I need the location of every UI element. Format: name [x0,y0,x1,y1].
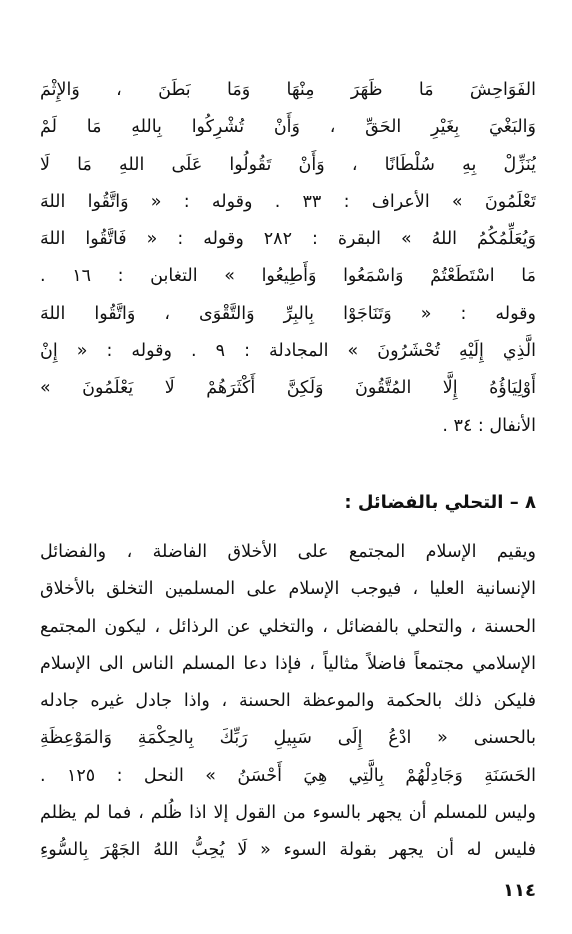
text-line: الأنفال : ٣٤ . [442,415,536,436]
text-line: وقوله : « وَتَنَاجَوْا بِالبِرِّ وَالتَّقْوَى ، وَاتَّقُوا اللهَ [40,303,536,324]
text-line: فليس له أن يجهر بقولة السوء « لَا يُحِبُّ اللهُ الجَهْرَ بِالسُّوءِ [40,840,536,861]
text-line: وَيُعَلِّمُكُمُ اللهُ » البقرة : ٢٨٢ وقوله : « فَاتَّقُوا اللهَ [40,229,536,250]
text-line: الإنسانية العليا ، فيوجب الإسلام على المسلمين التخلق بالأخلاق [40,579,536,600]
text-line: مَا اسْتَطَعْتُمْ وَاسْمَعُوا وَأَطِيعُوا » التغابن : ١٦ . [40,266,536,287]
text-line: الحسنة ، والتحلي بالفضائل ، والتخلي عن الرذائل ، ليكون المجتمع [40,616,536,637]
text-line: وليس للمسلم أن يجهر بالسوء من القول إلا اذا ظُلم ، فما لم يظلم [40,803,536,824]
text-line: فليكن ذلك بالحكمة والموعظة الحسنة ، واذا جادل غيره جادله [40,691,536,712]
paragraph-quranic-citations [40,72,536,445]
text-line: بالحسنى « ادْعُ إِلَى سَبِيلِ رَبِّكَ بِالحِكْمَةِ وَالمَوْعِظَةِ [40,728,536,749]
page-number: ١١٤ [503,880,536,901]
text-line: يُنَزِّلْ بِهِ سُلْطَانًا ، وَأَنْ تَقُولُوا عَلَى اللهِ مَا لَا [40,154,536,175]
text-line: تَعْلَمُونَ » الأعراف : ٣٣ . وقوله : « وَاتَّقُوا اللهَ [40,191,536,212]
text-line: ويقيم الإسلام المجتمع على الأخلاق الفاضلة ، والفضائل [40,542,536,562]
text-line: وَالبَغْيَ بِغَيْرِ الحَقِّ ، وَأَنْ تُشْرِكُوا بِاللهِ مَا لَمْ [40,117,536,138]
text-line: أَوْلِيَاؤُهُ إِلَّا المُتَّقُونَ وَلَكِنَّ أَكْثَرَهُمْ لَا يَعْلَمُونَ » [40,378,536,399]
text-line: الإسلامي مجتمعاً فاضلاً مثالياً ، فإذا دعا المسلم الناس الى الإسلام [40,653,536,674]
paragraph-virtues [40,534,536,870]
section-heading: ٨ – التحلي بالفضائل : [344,492,536,513]
text-line: الَّذِي إِلَيْهِ تُحْشَرُونَ » المجادلة : ٩ . وقوله : « إِنْ [40,341,536,362]
text-line: الحَسَنَةِ وَجَادِلْهُمْ بِالَّتِي هِيَ أَحْسَنُ » النحل : ١٢٥ . [40,765,536,786]
text-line: الفَوَاحِشَ مَا ظَهَرَ مِنْهَا وَمَا بَطَنَ ، وَالإِثْمَ [40,80,536,100]
